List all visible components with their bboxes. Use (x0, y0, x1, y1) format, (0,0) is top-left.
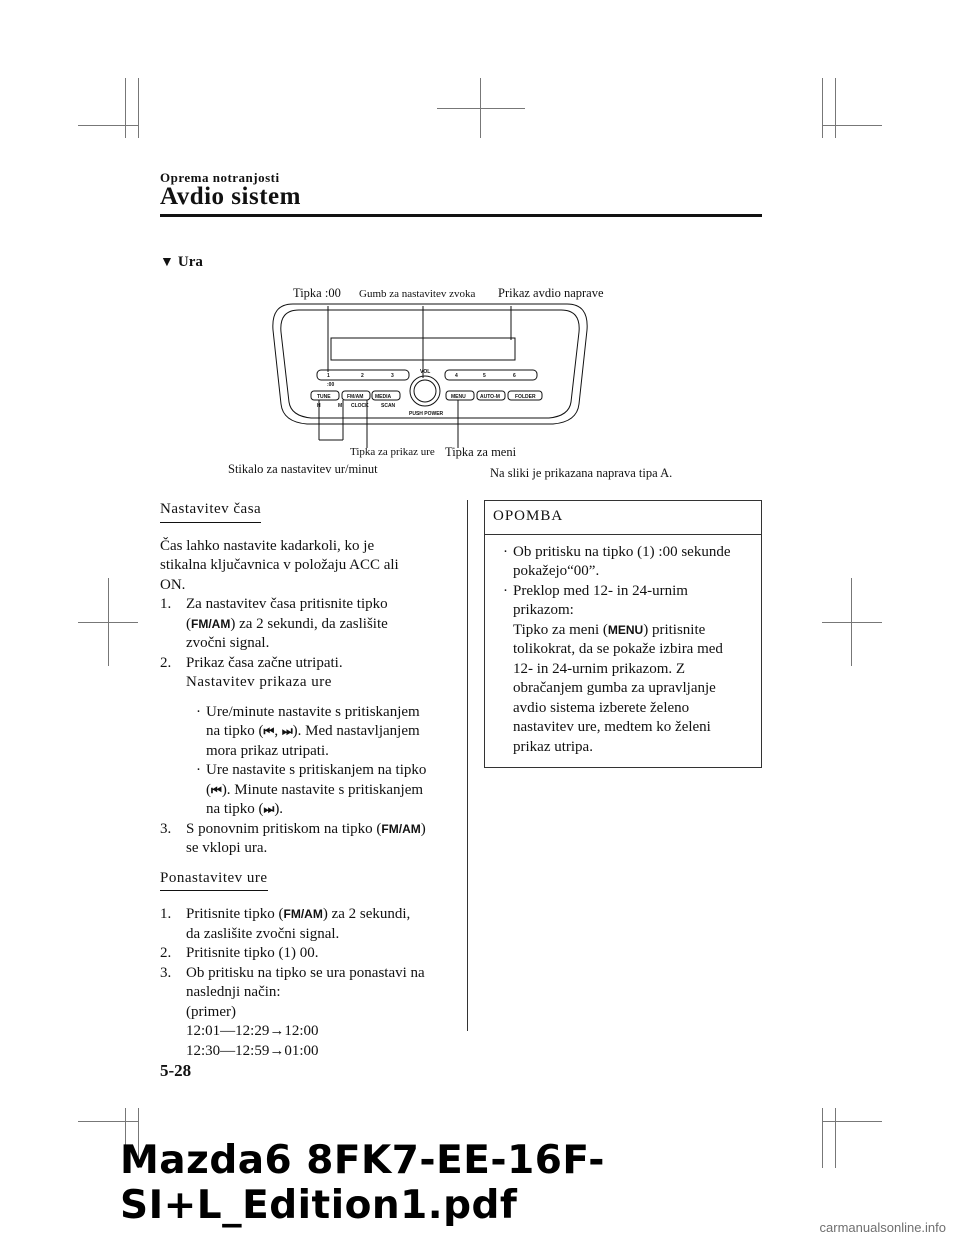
prev-track-icon: ⏮ (211, 782, 222, 797)
auto-m-label: AUTO-M (480, 394, 500, 400)
crop-mark (822, 622, 882, 623)
note-bullet: · Preklop med 12- in 24-urnim prikazom: Tipko za meni (MENU) pritisnite tolikokrat, da se pokaže izbira med 12- in 24-urnim prikazom. Z obračanjem gumba za upravljanje avdio sistema izberete želeno nastavitev ure, medtem ko želeni prikaz utripa. (503, 582, 723, 755)
step-2: 2. Prikaz časa začne utripati. Nastavitev prikaza ure (160, 654, 455, 693)
menu-label: MENU (451, 394, 466, 400)
left-column (160, 500, 455, 1061)
push-power-label: PUSH POWER (409, 411, 444, 417)
h-label: H (317, 403, 321, 409)
crop-mark (138, 78, 139, 138)
heading-ponastavitev-ure: Ponastavitev ure (160, 869, 268, 892)
label-tipka-00: Tipka :00 (293, 286, 341, 300)
subsection-heading (160, 254, 203, 271)
bullet-item: · Ure nastavite s pritiskanjem na tipko (⏮). Minute nastavite s pritiskanjem na tipko (⏭). (196, 762, 427, 817)
preset-label: 4 (455, 373, 458, 379)
vol-label: VOL (420, 369, 431, 375)
note-bullet: · Ob pritisku na tipko (1) :00 sekunde pokažejo“00”. (503, 543, 731, 579)
label-gumb: Gumb za nastavitev zvoka (359, 288, 476, 300)
column-divider (467, 500, 468, 1031)
step-3: 3. S ponovnim pritiskom na tipko (FM/AM) se vklopi ura. (160, 820, 426, 856)
sub-00-label: :00 (327, 382, 335, 388)
crop-mark (108, 578, 109, 666)
reset-step-2: 2. Pritisnite tipko (1) 00. (160, 945, 319, 961)
title-divider (160, 214, 762, 217)
reset-step-3: 3. Ob pritisku na tipko se ura ponastavi na naslednji način: (primer) 12:01―12:29→12:00 12:30―12:59→01:00 (160, 964, 425, 1059)
fmam-key: FM/AM (191, 616, 231, 631)
fmam-key: FM/AM (283, 907, 323, 921)
label-tipka-meni: Tipka za meni (445, 445, 517, 459)
reset-step-1: 1. Pritisnite tipko (FM/AM) za 2 sekundi, da zaslišite zvočni signal. (160, 906, 411, 942)
scan-label: SCAN (381, 403, 396, 409)
folder-label: FOLDER (515, 394, 536, 400)
crop-mark (822, 1121, 882, 1122)
prev-track-icon: ⏮ (263, 724, 275, 738)
crop-mark (835, 78, 836, 138)
watermark: carmanualsonline.info (819, 1220, 946, 1235)
preset-label: 2 (361, 373, 364, 379)
label-tipka-ure: Tipka za prikaz ure (350, 446, 435, 458)
figure-caption: Na sliki je prikazana naprava tipa A. (490, 466, 673, 480)
note-body (485, 535, 761, 768)
note-box (484, 500, 762, 768)
m-label: M (338, 403, 343, 409)
intro-line: ON. (160, 576, 186, 593)
fmam-key: FM/AM (381, 821, 421, 836)
crop-mark (437, 108, 525, 109)
crop-mark (78, 125, 138, 126)
radio-drawing (265, 300, 595, 460)
label-prikaz: Prikaz avdio naprave (498, 286, 604, 300)
page-number: 5-28 (160, 1061, 192, 1080)
note-title: OPOMBA (485, 501, 761, 535)
menu-key: MENU (607, 622, 644, 637)
clock-label: CLOCK (351, 403, 369, 409)
crop-mark (851, 578, 852, 666)
fmam-label: FM/AM (347, 394, 364, 400)
triangle-marker-icon: ▼ (160, 255, 174, 270)
intro-line: stikalna ključavnica v položaju ACC ali (160, 557, 399, 573)
crop-mark (125, 78, 126, 138)
next-track-icon: ⏭ (281, 724, 293, 738)
tune-label: TUNE (317, 394, 331, 400)
right-column (484, 500, 762, 768)
footer-filename: Mazda6 8FK7-EE-16F-SI+L_Edition1.pdf (120, 1138, 605, 1228)
preset-label: 6 (513, 373, 516, 379)
media-label: MEDIA (375, 394, 392, 400)
step-1: 1. Za nastavitev časa pritisnite tipko (FM/AM) za 2 sekundi, da zaslišite zvočni signal. (160, 596, 388, 651)
label-stikalo: Stikalo za nastavitev ur/minut (228, 462, 378, 476)
crop-mark (822, 125, 882, 126)
preset-label: 5 (483, 373, 486, 379)
crop-mark (822, 78, 823, 138)
crop-mark (78, 1121, 138, 1122)
next-track-icon: ⏭ (263, 802, 275, 816)
section-category: Oprema notranjosti (160, 170, 280, 185)
heading-nastavitev-casa: Nastavitev časa (160, 500, 261, 523)
bullet-item: · Ure/minute nastavite s pritiskanjem na tipko (⏮, ⏭). Med nastavljanjem mora prikaz utripati. (196, 703, 420, 759)
step-2-subheading: Nastavitev prikaza ure (186, 674, 332, 690)
subsection-title: Ura (177, 254, 203, 270)
intro-line: Čas lahko nastavite kadarkoli, ko je (160, 537, 375, 554)
page-title: Avdio sistem (160, 183, 301, 210)
preset-label: 3 (391, 373, 394, 379)
audio-unit-figure (228, 286, 673, 491)
preset-label: 1 (327, 373, 330, 379)
